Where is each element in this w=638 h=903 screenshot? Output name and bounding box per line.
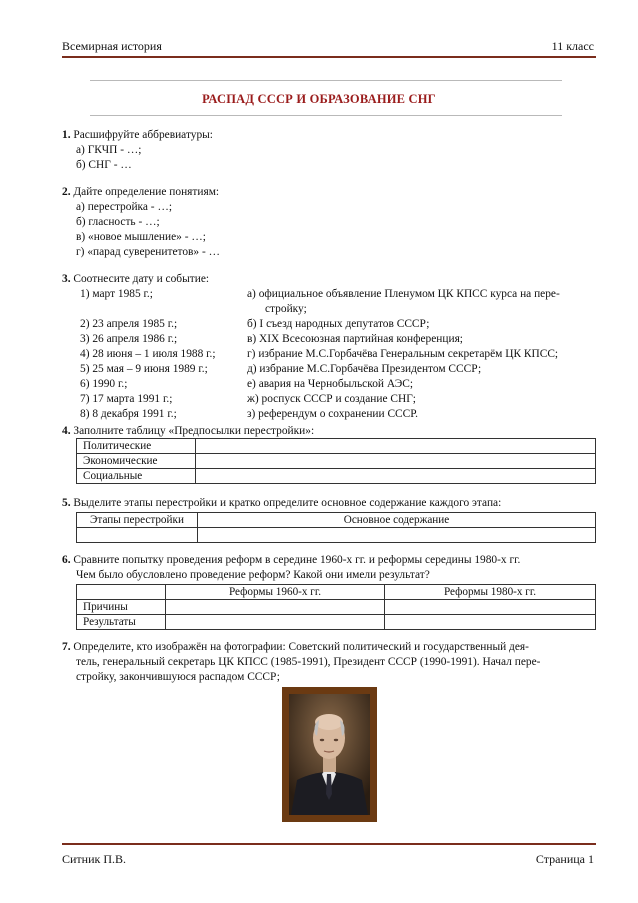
question-7-line3: стройку, закончившуюся распадом СССР;	[76, 671, 280, 683]
q4-row-label: Экономические	[77, 454, 196, 469]
q6-header-1980: Реформы 1980-х гг.	[385, 585, 596, 600]
q6-cell[interactable]	[166, 600, 385, 615]
q3-date-3: 3) 26 апреля 1986 г.;	[80, 333, 178, 345]
q3-date-2: 2) 23 апреля 1985 г.;	[80, 318, 178, 330]
table-row	[77, 513, 596, 528]
table-row	[77, 469, 596, 484]
portrait-photo	[282, 687, 377, 822]
header-subject: Всемирная история	[62, 39, 162, 53]
q5-header-content: Основное содержание	[198, 513, 596, 528]
table-row	[77, 528, 596, 543]
q1-item-b: б) СНГ - …	[76, 159, 132, 171]
q3-event-e: д) избрание М.С.Горбачёва Президентом СССР;	[247, 363, 482, 375]
question-3: 3. Соотнесите дату и событие:	[62, 273, 210, 285]
question-4: 4. Заполните таблицу «Предпосылки перестройки»:	[62, 425, 315, 437]
q4-cell[interactable]	[196, 469, 596, 484]
q3-date-8: 8) 8 декабря 1991 г.;	[80, 408, 177, 420]
q1-item-a: а) ГКЧП - …;	[76, 144, 142, 156]
q5-cell[interactable]	[198, 528, 596, 543]
q6-corner	[77, 585, 166, 600]
table-row	[77, 585, 596, 600]
q3-event-d: г) избрание М.С.Горбачёва Генеральным секретарём ЦК КПСС;	[247, 348, 559, 360]
table-row	[77, 600, 596, 615]
q6-cell[interactable]	[385, 600, 596, 615]
footer-rule	[62, 843, 596, 845]
q4-row-label: Социальные	[77, 469, 196, 484]
q2-item-a: а) перестройка - …;	[76, 201, 173, 213]
q3-event-b: б) I съезд народных депутатов СССР;	[247, 318, 430, 330]
q2-item-d: г) «парад суверенитетов» - …	[76, 246, 220, 258]
q4-cell[interactable]	[196, 454, 596, 469]
q5-cell[interactable]	[77, 528, 198, 543]
header-grade: 11 класс	[551, 39, 594, 53]
title-rule-top	[90, 80, 562, 81]
q3-event-a-cont: стройку;	[265, 303, 307, 315]
question-5: 5. Выделите этапы перестройки и кратко определите основное содержание каждого этапа:	[62, 497, 502, 509]
q3-event-c: в) XIX Всесоюзная партийная конференция;	[247, 333, 463, 345]
table-row	[77, 454, 596, 469]
title-rule-bottom	[90, 115, 562, 116]
footer-author: Ситник П.В.	[62, 852, 127, 866]
q6-row-label: Результаты	[77, 615, 166, 630]
q6-cell[interactable]	[166, 615, 385, 630]
q3-date-4: 4) 28 июня – 1 июля 1988 г.;	[80, 348, 216, 360]
q3-event-f: е) авария на Чернобыльской АЭС;	[247, 378, 414, 390]
q3-date-1: 1) март 1985 г.;	[80, 288, 153, 300]
q5-header-stages: Этапы перестройки	[77, 513, 198, 528]
portrait-image	[289, 694, 370, 815]
q4-row-label: Политические	[77, 439, 196, 454]
footer-page-number: Страница 1	[535, 852, 594, 866]
q3-date-7: 7) 17 марта 1991 г.;	[80, 393, 173, 405]
q3-event-h: з) референдум о сохранении СССР.	[247, 408, 419, 420]
q3-date-5: 5) 25 мая – 9 июня 1989 г.;	[80, 363, 208, 375]
question-2: 2. Дайте определение понятиям:	[62, 186, 220, 198]
q3-event-g: ж) роспуск СССР и создание СНГ;	[247, 393, 416, 405]
question-7-line2: тель, генеральный секретарь ЦК КПСС (1985-1991), Президент СССР (1990-1991). Начал пере-	[76, 656, 541, 668]
question-1: 1. Расшифруйте аббревиатуры:	[62, 129, 213, 141]
q3-event-a: а) официальное объявление Пленумом ЦК КПСС курса на пере-	[247, 288, 560, 300]
question-7: 7. Определите, кто изображён на фотографии: Советский политический и государственный дея-	[62, 641, 529, 653]
q5-table	[76, 512, 596, 543]
table-row	[77, 615, 596, 630]
q6-header-1960: Реформы 1960-х гг.	[166, 585, 385, 600]
q2-item-b: б) гласность - …;	[76, 216, 160, 228]
q6-row-label: Причины	[77, 600, 166, 615]
page-title: РАСПАД СССР И ОБРАЗОВАНИЕ СНГ	[202, 92, 436, 106]
header-rule	[62, 56, 596, 58]
q6-cell[interactable]	[385, 615, 596, 630]
q6-table	[76, 584, 596, 630]
question-6-cont: Чем было обусловлено проведение реформ? Какой они имели результат?	[76, 569, 430, 581]
question-6: 6. Сравните попытку проведения реформ в середине 1960-х гг. и реформы середины 1980-х гг.	[62, 554, 521, 566]
q4-cell[interactable]	[196, 439, 596, 454]
q2-item-c: в) «новое мышление» - …;	[76, 231, 206, 243]
table-row	[77, 439, 596, 454]
q4-table	[76, 438, 596, 484]
q3-date-6: 6) 1990 г.;	[80, 378, 128, 390]
